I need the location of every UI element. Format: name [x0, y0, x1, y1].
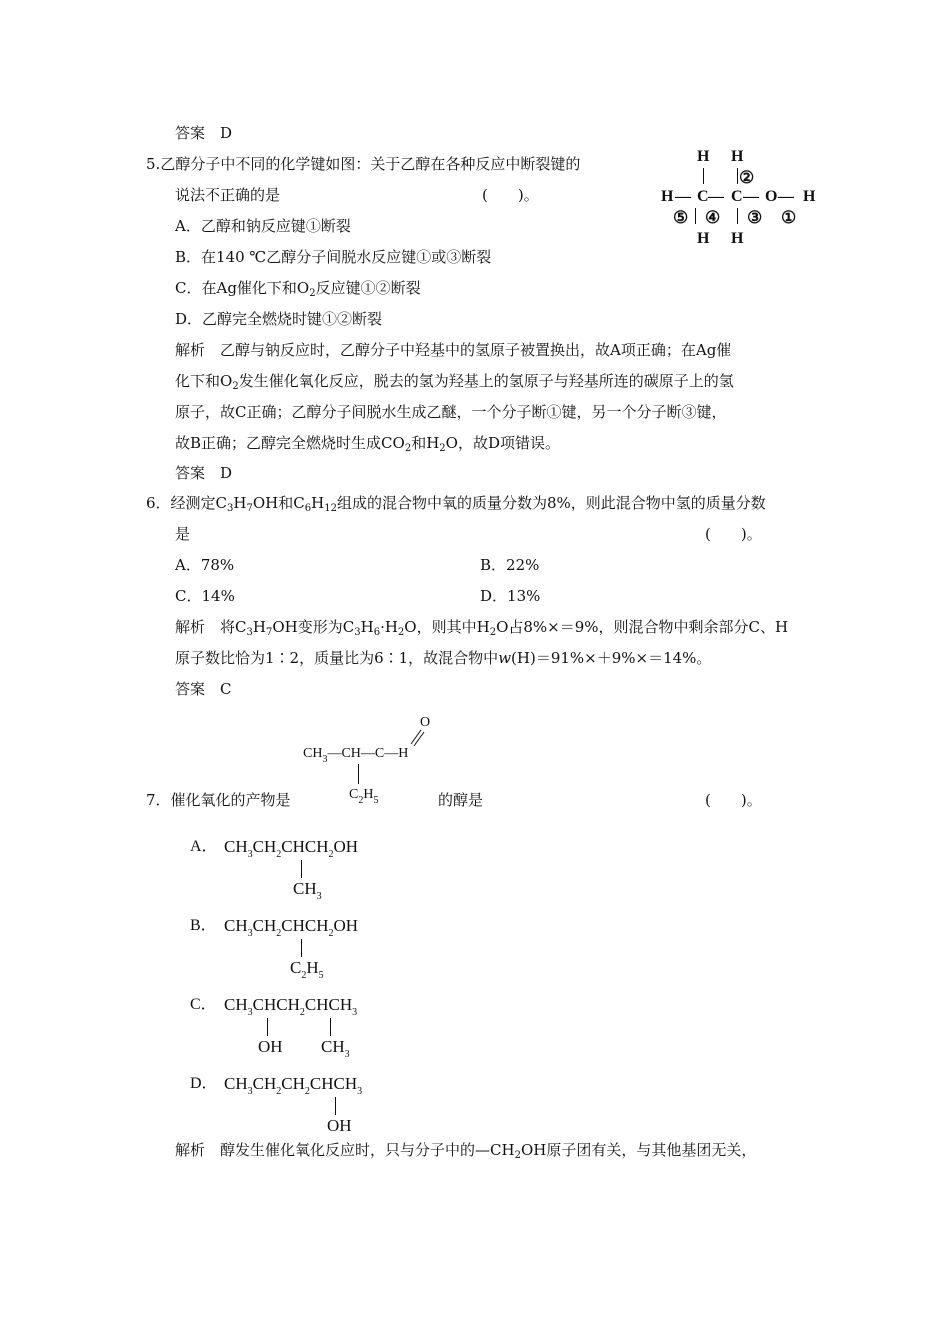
- q6-bracket: ( )。: [705, 525, 762, 543]
- q7-product-structure: O $CH_3—CH—C—H$ $C_2H_5$: [303, 715, 431, 806]
- q6-option-b: B．22%: [480, 556, 540, 574]
- q5-analysis-line4: 故B正确；乙醇完全燃烧时生成$CO_2$和$H_2O$，故D项错误。: [175, 434, 560, 454]
- q7-bracket: ( )。: [705, 791, 762, 809]
- q6-option-d: D．13%: [480, 587, 541, 605]
- q7-option-d: D． $CH_3CH_2CH_2CHCH_3$ OH: [190, 1074, 363, 1135]
- q6-analysis-line1: 解析 将$C_3H_7OH$变形为$C_3H_6\cdot H_2O$，则其中$H_2O$占8%×＝9%，则混合物中剩余部分C、H: [175, 618, 789, 638]
- q7-option-c: C． $CH_3CHCH_2CHCH_3$ OH $CH_3$: [190, 995, 358, 1060]
- q7-stem-tail: 的醇是: [438, 791, 484, 809]
- q5-stem-line1: 5.乙醇分子中不同的化学键如图：关于乙醇在各种反应中断裂键的: [146, 155, 581, 173]
- q5-stem-line2: 说法不正确的是: [175, 186, 281, 204]
- q5-answer: 答案 D: [175, 464, 233, 482]
- q7-option-a: A． $CH_3CH_2CHCH_2OH$ $CH_3$: [190, 837, 359, 902]
- q7-stem: 7．催化氧化的产物是: [146, 791, 291, 809]
- q6-option-a: A．78%: [175, 556, 235, 574]
- q5-option-b: B．在140 ℃乙醇分子间脱水反应键①或③断裂: [175, 248, 492, 266]
- q5-analysis-line1: 解析 乙醇与钠反应时，乙醇分子中羟基中的氢原子被置换出，故A项正确；在Ag催: [175, 341, 732, 359]
- q6-answer: 答案 C: [175, 680, 232, 698]
- q6-stem-line2: 是: [175, 525, 191, 543]
- q5-option-a: A．乙醇和钠反应键①断裂: [175, 217, 351, 235]
- q5-bracket: ( )。: [482, 186, 539, 204]
- answer-prev: 答案 D: [175, 124, 233, 142]
- q5-option-c: C．在Ag催化下和$O_2$反应键①②断裂: [175, 279, 421, 299]
- q5-option-d: D．乙醇完全燃烧时键①②断裂: [175, 310, 383, 328]
- q7-analysis: 解析 醇发生催化氧化反应时，只与分子中的$—CH_2OH$原子团有关，与其他基团无关，: [175, 1141, 757, 1161]
- ethanol-structure: H H ② H — C — C — O — H ⑤ ④ ③ ① H H: [661, 148, 816, 247]
- q6-option-c: C．14%: [175, 587, 235, 605]
- q5-analysis-line2: 化下和$O_2$发生催化氧化反应，脱去的氢为羟基上的氢原子与羟基所连的碳原子上的氢: [175, 372, 734, 392]
- q6-stem-line1: 6．经测定$C_3H_7OH$和$C_6H_{12}$组成的混合物中氧的质量分数为8%，则此混合物中氢的质量分数: [146, 494, 766, 514]
- q5-analysis-line3: 原子，故C正确；乙醇分子间脱水生成乙醚，一个分子断①键，另一个分子断③键，: [175, 403, 727, 421]
- q6-analysis-line2: 原子数比恰为1∶2，质量比为6∶1，故混合物中w(H)＝91%×＋9%×＝14%。: [175, 649, 712, 667]
- q7-option-b: B． $CH_3CH_2CHCH_2OH$ $C_2H_5$: [190, 916, 359, 981]
